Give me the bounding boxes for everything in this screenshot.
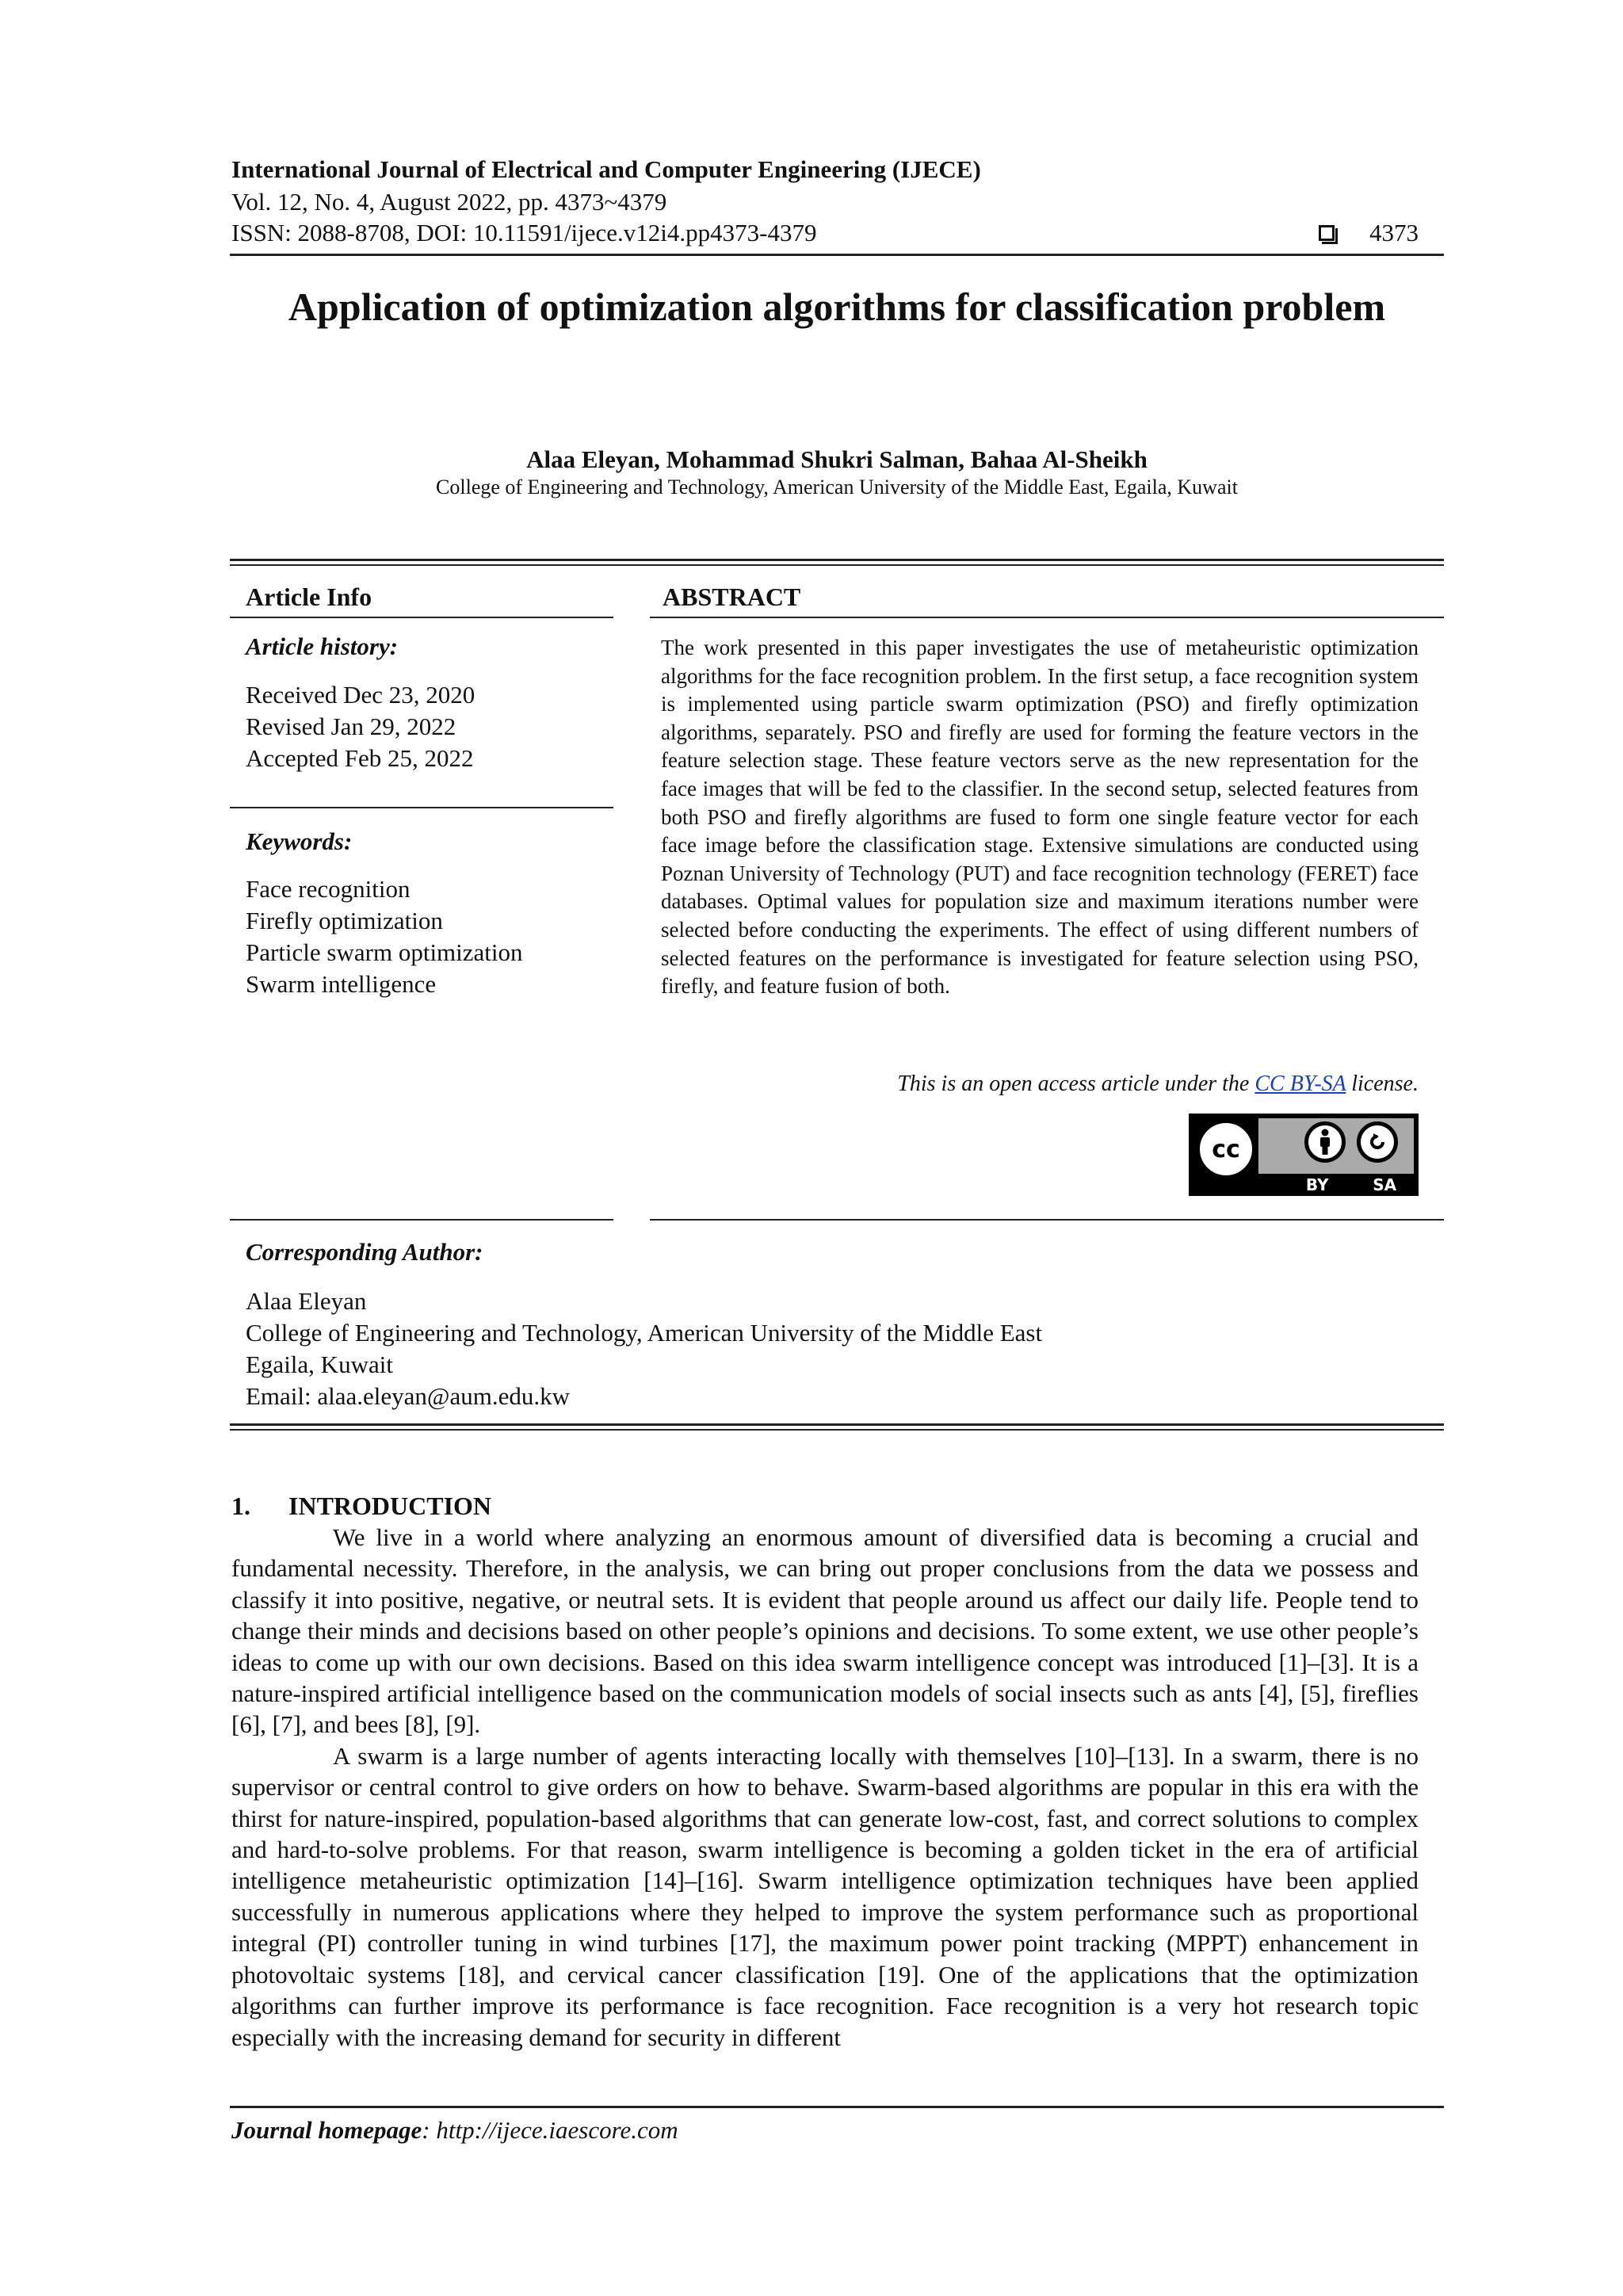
person-icon xyxy=(1304,1121,1346,1163)
license-statement xyxy=(897,1072,1419,1097)
info-top-rule-2 xyxy=(230,564,1444,566)
section-number: 1. xyxy=(231,1492,250,1520)
square-bullet-icon xyxy=(1319,225,1335,241)
homepage-url[interactable]: http://ijece.iaescore.com xyxy=(436,2116,678,2144)
abstract-rule xyxy=(650,617,1444,618)
badge-labels xyxy=(1284,1175,1419,1194)
badge-by-label: BY xyxy=(1305,1175,1329,1194)
info-bottom-rule xyxy=(230,1423,1444,1426)
share-alike-glyph xyxy=(1365,1130,1389,1154)
badge-sa-label: SA xyxy=(1373,1175,1397,1194)
article-history xyxy=(246,679,475,774)
cc-by-sa-link[interactable]: CC BY-SA xyxy=(1254,1072,1346,1096)
issn-doi: ISSN: 2088-8708, DOI: 10.11591/ijece.v12i4.pp4373-4379 xyxy=(231,219,817,246)
share-alike-icon xyxy=(1357,1121,1398,1163)
corresponding-location: Egaila, Kuwait xyxy=(246,1350,393,1378)
volume-info: Vol. 12, No. 4, August 2022, pp. 4373~4379 xyxy=(231,188,667,216)
introduction-body xyxy=(231,1522,1419,2053)
abstract-bottom-rule xyxy=(650,1219,1444,1221)
person-icon-glyph xyxy=(1315,1129,1335,1156)
affiliation: College of Engineering and Technology, American University of the Middle East, Egaila, Kuwait xyxy=(436,476,1238,499)
cc-logo-icon: cc xyxy=(1195,1118,1257,1180)
info-bottom-rule-2 xyxy=(230,1429,1444,1431)
corresponding-affiliation: College of Engineering and Technology, American University of the Middle East xyxy=(246,1319,1043,1347)
abstract-text: The work presented in this paper investigates the use of metaheuristic optimization algorithms for the face recognition problem. In the first setup, a face recognition system is implemented using particle swarm optimization (PSO) and firefly optimization algorithms, separately. PSO and firefly are used for forming the feature vectors in the feature selection stage. These feature vectors serve as the new representation for the face images that will be fed to the classifier. In the second setup, selected features from both PSO and firefly algorithms are fused to form one single feature vector for each face image before the classification stage. Extensive simulations are conducted using Poznan University of Technology (PUT) and face recognition technology (FERET) face databases. Optimal values for population size and maximum iterations number were selected before conducting the experiments. The effect of using different numbers of selected features on the performance is investigated for feature selection using PSO, firefly, and feature fusion of both. xyxy=(661,636,1419,999)
intro-paragraph: A swarm is a large number of agents interacting locally with themselves [10]–[13]. In a swarm, there is no supervisor or central control to give orders on how to behave. Swarm-based algorithms are popular in this era with the thirst for nature-inspired, population-based algorithms that can generate low-cost, fast, and correct solutions to complex and hard-to-solve problems. For that reason, swarm intelligence is becoming a golden ticket in the era of artificial intelligence metaheuristic optimization [14]–[16]. Swarm intelligence optimization techniques have been applied successfully in numerous applications where they helped to improve the system performance such as proportional integral (PI) controller tuning in wind turbines [17], the maximum power point tracking (MPPT) enhancement in photovoltaic systems [18], and cervical cancer classification [19]. One of the applications that the optimization algorithms can further improve its performance is face recognition. Face recognition is a very hot research topic especially with the increasing demand for security in different xyxy=(231,1741,1419,2051)
homepage-sep: : xyxy=(422,2116,437,2144)
info-top-rule xyxy=(230,559,1444,561)
cc-by-sa-badge[interactable] xyxy=(1189,1114,1419,1196)
article-info-rule xyxy=(230,617,613,618)
history-received: Received Dec 23, 2020 xyxy=(246,681,475,709)
intro-paragraph: We live in a world where analyzing an enormous amount of diversified data is becoming a crucial and fundamental necessity. Therefore, in the analysis, we can bring out proper conclusions from the data we possess and classify it into positive, negative, or neutral sets. It is evident that people around us affect our daily life. People tend to change their minds and decisions based on other people’s opinions and decisions. To some extent, we use other people’s ideas to come up with our own decisions. Based on this idea swarm intelligence concept was introduced [1]–[3]. It is a nature-inspired artificial intelligence based on the communication models of social insects such as ants [4], [5], fireflies [6], [7], and bees [8], [9]. xyxy=(231,1523,1419,1739)
homepage-label: Journal homepage xyxy=(231,2116,422,2144)
corresponding-heading: Corresponding Author: xyxy=(246,1238,483,1266)
license-suffix: license. xyxy=(1346,1072,1419,1096)
license-prefix: This is an open access article under the xyxy=(897,1072,1255,1096)
corresponding-email[interactable]: Email: alaa.eleyan@aum.edu.kw xyxy=(246,1382,570,1410)
section-heading-introduction xyxy=(231,1492,491,1521)
article-info-heading: Article Info xyxy=(246,583,372,611)
section-title: INTRODUCTION xyxy=(288,1492,492,1520)
keywords-bottom-rule xyxy=(230,1219,613,1221)
history-revised: Revised Jan 29, 2022 xyxy=(246,712,456,740)
abstract-heading: ABSTRACT xyxy=(663,583,801,611)
corresponding-details xyxy=(246,1286,1042,1412)
journal-name: International Journal of Electrical and Computer Engineering (IJECE) xyxy=(231,155,981,183)
authors: Alaa Eleyan, Mohammad Shukri Salman, Bahaa Al-Sheikh xyxy=(526,445,1148,473)
history-rule xyxy=(230,807,613,808)
corresponding-name: Alaa Eleyan xyxy=(246,1287,367,1315)
keyword: Firefly optimization xyxy=(246,907,443,934)
journal-homepage xyxy=(231,2116,678,2145)
keywords-list xyxy=(246,873,523,1000)
keywords-heading: Keywords: xyxy=(246,827,353,855)
keyword: Particle swarm optimization xyxy=(246,938,523,966)
article-history-heading: Article history: xyxy=(246,632,399,660)
footer-rule xyxy=(230,2106,1444,2108)
header-rule xyxy=(230,254,1444,256)
keyword: Swarm intelligence xyxy=(246,970,437,998)
page-number: 4373 xyxy=(1369,219,1419,246)
keyword: Face recognition xyxy=(246,875,411,903)
paper-title: Application of optimization algorithms for classification problem xyxy=(288,285,1386,329)
history-accepted: Accepted Feb 25, 2022 xyxy=(246,744,474,772)
page-number-block xyxy=(1319,219,1419,247)
